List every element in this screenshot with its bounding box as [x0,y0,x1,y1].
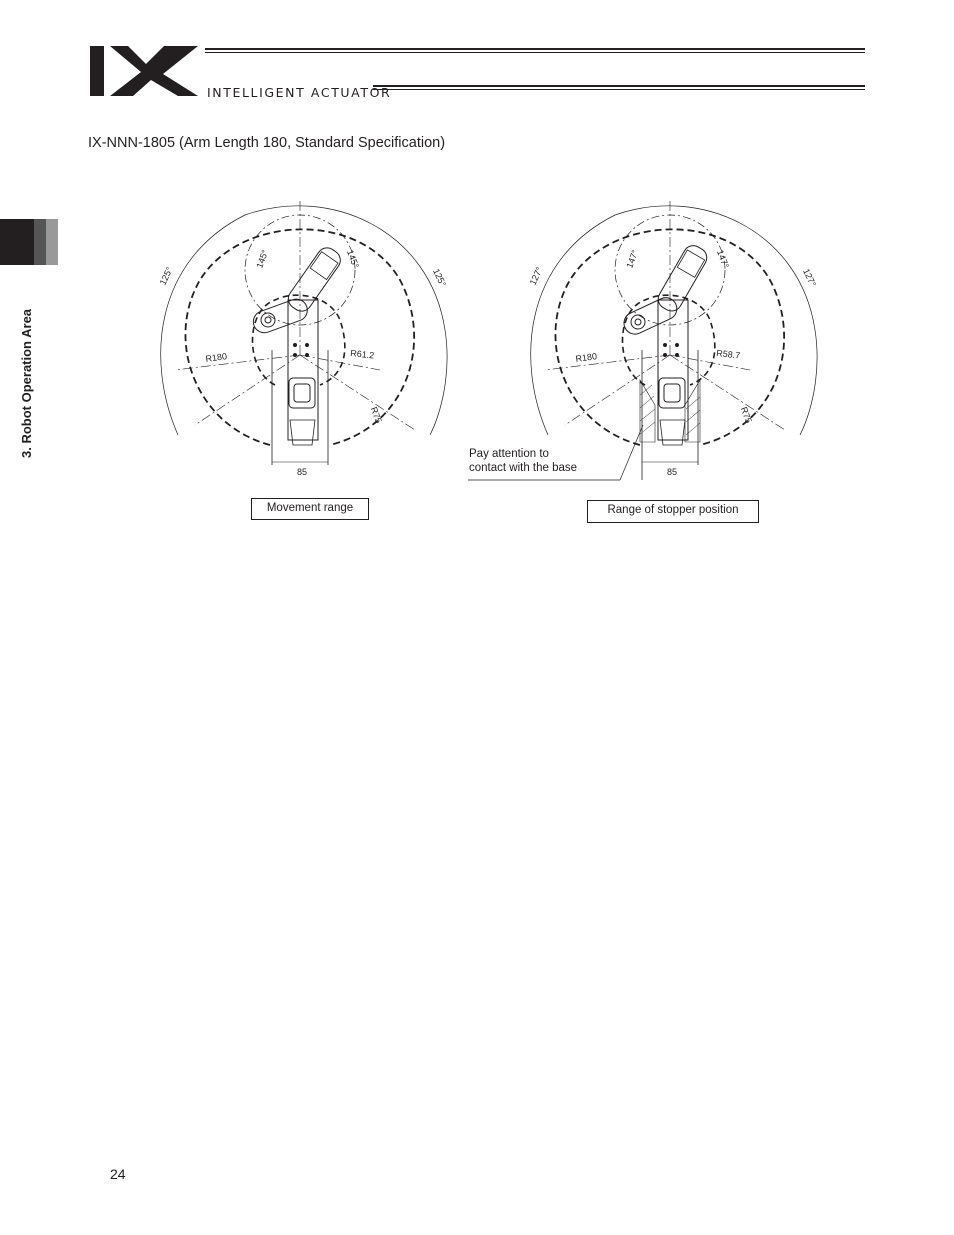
left-diagram [158,200,449,477]
stopper-note-line1: Pay attention to [469,448,549,460]
logo-x-shape [110,46,198,96]
page-number: 24 [110,1166,126,1182]
left-arm-column [288,300,318,440]
right-diagram [468,200,818,480]
right-angle-inner-right: 147° [715,248,731,270]
tab-block-dark [0,219,34,265]
stopper-note [469,447,577,475]
right-upper-arm [655,242,711,315]
right-radius-base: R75 [738,405,754,425]
stopper-note-line2: contact with the base [469,462,578,474]
left-inner-range [253,295,345,385]
tab-block-mid [34,219,46,265]
left-radius-outer: R180 [204,351,228,364]
right-forearm [620,294,680,338]
right-angle-outer-right: 127° [801,267,819,289]
right-radius-outer: R180 [574,351,598,364]
left-forearm [250,296,310,336]
left-radius-base: R75 [368,405,384,425]
header-rule-bottom [373,85,865,87]
right-angle-outer-left: 127° [527,265,545,287]
left-angle-inner-left: 145° [254,248,271,270]
left-outer-thin-arc [161,206,447,435]
section-tab [0,219,58,265]
model-title: IX-NNN-1805 (Arm Length 180, Standard Specification) [88,135,446,151]
movement-range-caption: Movement range [251,498,369,520]
header-rule-top [205,48,865,50]
right-outer-thin-arc [531,206,817,435]
right-arm-column [658,300,688,440]
left-upper-arm [284,244,344,315]
section-label: 3. Robot Operation Area [19,308,34,458]
left-base-width: 85 [297,467,308,477]
left-angle-inner-right: 145° [345,248,361,270]
header-rule-bottom-2 [373,89,865,90]
operation-area-diagram [140,190,840,490]
left-radius-inner: R61.2 [349,348,375,361]
right-inner-range [623,295,715,385]
stopper-range-caption: Range of stopper position [587,500,759,523]
header-rule-top-2 [205,52,865,53]
logo-subtitle: INTELLIGENT ACTUATOR [207,85,392,100]
left-angle-outer-right: 125° [431,267,449,289]
right-radius-inner: R58.7 [715,348,741,361]
right-angle-inner-left: 147° [624,248,641,270]
tab-block-light [46,219,58,265]
logo-i-bar [90,46,104,96]
left-angle-outer-left: 125° [157,265,175,287]
right-base-width: 85 [667,467,678,477]
